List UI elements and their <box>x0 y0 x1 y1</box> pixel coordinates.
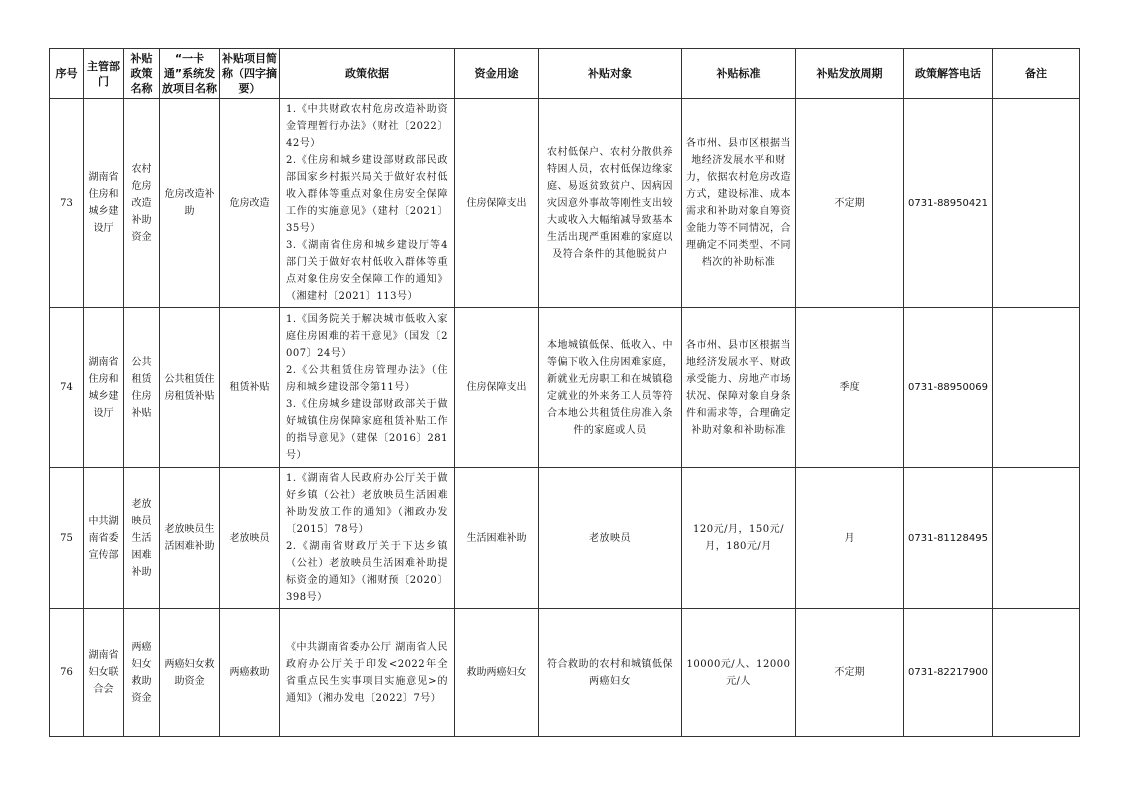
header-system-item: “一卡通”系统发放项目名称 <box>160 49 220 99</box>
cell-basis <box>280 609 455 737</box>
cell-dept: 湖南省住房和城乡建设厅 <box>84 99 124 308</box>
cell-target: 老放映员 <box>539 468 682 609</box>
header-policy-name: 补贴政策名称 <box>124 49 160 99</box>
basis-item: 1.《国务院关于解决城市低收入家庭住房困难的若干意见》（国发〔2007〕24号） <box>286 314 448 359</box>
cell-abbr: 危房改造 <box>220 99 280 308</box>
cell-usage: 住房保障支出 <box>455 308 539 468</box>
cell-abbr: 老放映员 <box>220 468 280 609</box>
cell-note <box>993 609 1080 737</box>
cell-system-item: 两癌妇女救助资金 <box>160 609 220 737</box>
table-row <box>50 609 1080 737</box>
table-row <box>50 308 1080 468</box>
cell-period: 月 <box>796 468 904 609</box>
basis-item: 1.《中共财政农村危房改造补助资金管理暂行办法》（财社〔2022〕42号） <box>286 104 448 149</box>
cell-no: 73 <box>50 99 84 308</box>
header-target: 补贴对象 <box>539 49 682 99</box>
cell-dept: 湖南省妇女联合会 <box>84 609 124 737</box>
cell-no: 76 <box>50 609 84 737</box>
cell-no: 75 <box>50 468 84 609</box>
header-row <box>50 49 1080 99</box>
header-abbr: 补贴项目简称（四字摘要） <box>220 49 280 99</box>
header-basis: 政策依据 <box>280 49 455 99</box>
basis-item: 2.《公共租赁住房管理办法》（住房和城乡建设部令第11号） <box>286 365 448 393</box>
cell-period: 季度 <box>796 308 904 468</box>
basis-item: 2.《住房和城乡建设部财政部民政部国家乡村振兴局关于做好农村低收入群体等重点对象住房安全保障工作的实施意见》（建村〔2021〕35号） <box>286 155 448 234</box>
header-period: 补贴发放周期 <box>796 49 904 99</box>
cell-usage: 救助两癌妇女 <box>455 609 539 737</box>
cell-note <box>993 99 1080 308</box>
cell-usage: 住房保障支出 <box>455 99 539 308</box>
basis-item: 3.《住房城乡建设部财政部关于做好城镇住房保障家庭租赁补贴工作的指导意见》（建保〔2016〕281号） <box>286 399 448 461</box>
header-usage: 资金用途 <box>455 49 539 99</box>
table-row <box>50 99 1080 308</box>
cell-note <box>993 308 1080 468</box>
cell-system-item: 公共租赁住房租赁补贴 <box>160 308 220 468</box>
header-note: 备注 <box>993 49 1080 99</box>
cell-basis <box>280 468 455 609</box>
cell-policy-name: 两癌妇女救助资金 <box>124 609 160 737</box>
cell-no: 74 <box>50 308 84 468</box>
cell-phone: 0731-82217900 <box>904 609 993 737</box>
cell-dept: 湖南省住房和城乡建设厅 <box>84 308 124 468</box>
cell-policy-name: 农村危房改造补助资金 <box>124 99 160 308</box>
cell-policy-name: 公共租赁住房补贴 <box>124 308 160 468</box>
cell-basis <box>280 308 455 468</box>
cell-standard: 各市州、县市区根据当地经济发展水平和财力，依据农村危房改造方式，建设标准、成本需求和补助对象自筹资金能力等不同情况，合理确定不同类型、不同档次的补助标准 <box>682 99 796 308</box>
cell-basis <box>280 99 455 308</box>
cell-policy-name: 老放映员生活困难补助 <box>124 468 160 609</box>
basis-item: 3.《湖南省住房和城乡建设厅等4部门关于做好农村低收入群体等重点对象住房安全保障工作的通知》（湘建村〔2021〕113号） <box>286 240 448 302</box>
cell-system-item: 老放映员生活困难补助 <box>160 468 220 609</box>
basis-item: 2.《湖南省财政厅关于下达乡镇（公社）老放映员生活困难补助提标资金的通知》（湘财预〔2020〕398号） <box>286 541 448 603</box>
cell-system-item: 危房改造补助 <box>160 99 220 308</box>
cell-dept: 中共湖南省委宣传部 <box>84 468 124 609</box>
policy-table <box>49 48 1080 737</box>
basis-item: 《中共湖南省委办公厅 湖南省人民政府办公厅关于印发<2022年全省重点民生实事项目实施意见>的通知》（湘办发电〔2022〕7号） <box>286 641 448 704</box>
cell-abbr: 租赁补贴 <box>220 308 280 468</box>
cell-period: 不定期 <box>796 99 904 308</box>
cell-phone: 0731-81128495 <box>904 468 993 609</box>
header-standard: 补贴标准 <box>682 49 796 99</box>
cell-target: 本地城镇低保、低收入、中等偏下收入住房困难家庭，新就业无房职工和在城镇稳定就业的外来务工人员等符合本地公共租赁住房准入条件的家庭或人员 <box>539 308 682 468</box>
cell-target: 农村低保户、农村分散供养特困人员，农村低保边缘家庭、易返贫致贫户、因病因灾因意外事故等刚性支出较大或收入大幅缩减导致基本生活出现严重困难的家庭以及符合条件的其他脱贫户 <box>539 99 682 308</box>
cell-standard: 各市州、县市区根据当地经济发展水平、财政承受能力、房地产市场状况、保障对象自身条件和需求等，合理确定补助对象和补助标准 <box>682 308 796 468</box>
basis-item: 1.《湖南省人民政府办公厅关于做好乡镇（公社）老放映员生活困难补助发放工作的通知》（湘政办发〔2015〕78号） <box>286 473 448 535</box>
header-dept: 主管部门 <box>84 49 124 99</box>
cell-usage: 生活困难补助 <box>455 468 539 609</box>
cell-target: 符合救助的农村和城镇低保两癌妇女 <box>539 609 682 737</box>
cell-phone: 0731-88950421 <box>904 99 993 308</box>
table-row <box>50 468 1080 609</box>
cell-standard: 10000元/人、12000元/人 <box>682 609 796 737</box>
cell-abbr: 两癌救助 <box>220 609 280 737</box>
header-no: 序号 <box>50 49 84 99</box>
header-phone: 政策解答电话 <box>904 49 993 99</box>
cell-phone: 0731-88950069 <box>904 308 993 468</box>
cell-period: 不定期 <box>796 609 904 737</box>
cell-standard: 120元/月，150元/月，180元/月 <box>682 468 796 609</box>
cell-note <box>993 468 1080 609</box>
